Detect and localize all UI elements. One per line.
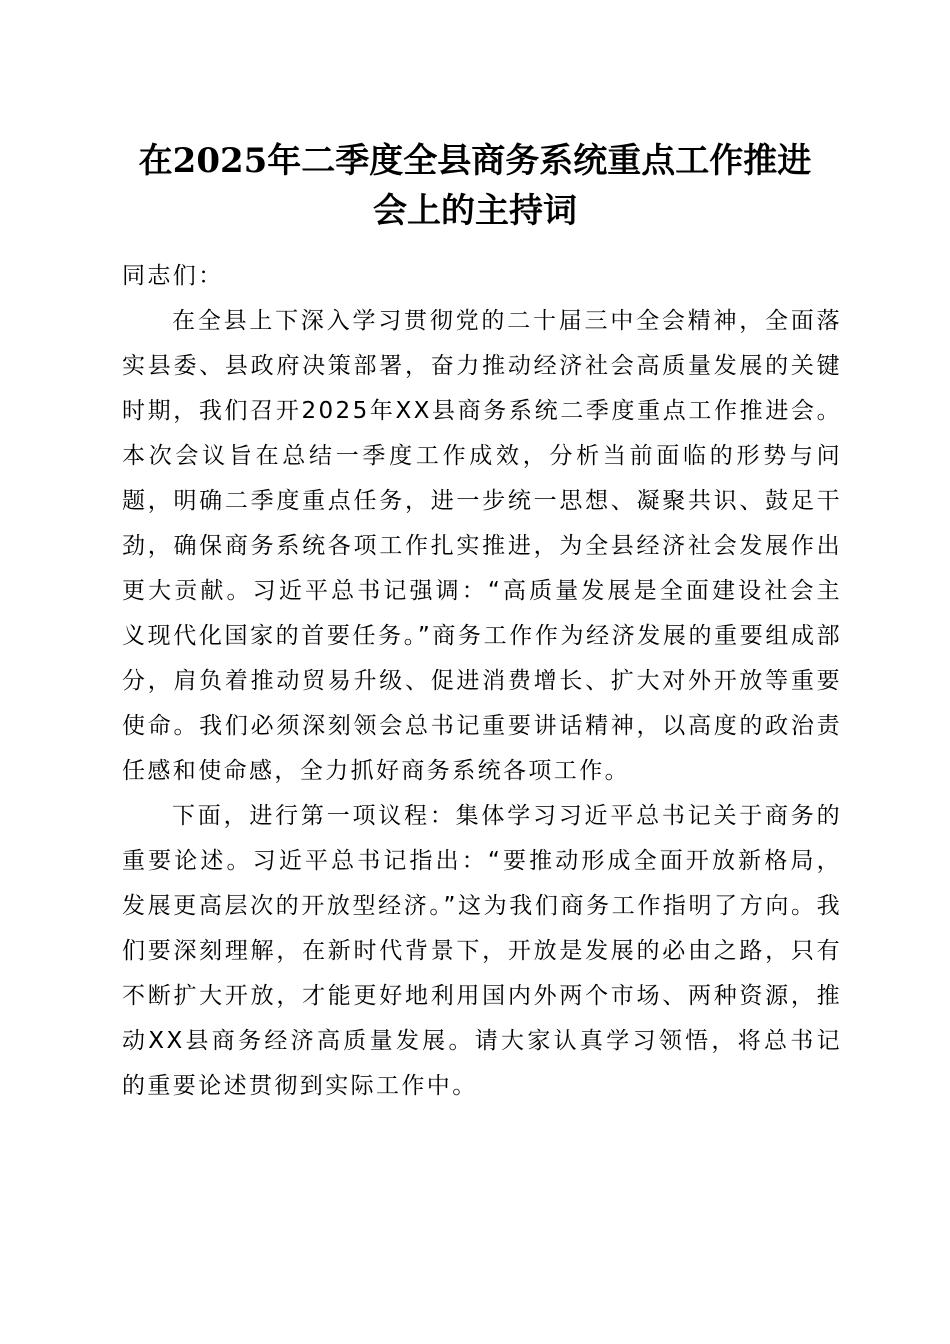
paragraph-opening: 在全县上下深入学习贯彻党的二十届三中全会精神，全面落实县委、县政府决策部署，奋力推动经济社会高质量发展的关键时期，我们召开2025年XX县商务系统二季度重点工作推进会。本次会议旨在总结一季度工作成效，分析当前面临的形势与问题，明确二季度重点任务，进一步统一思想、凝聚共识、鼓足干劲，确保商务系统各项工作扎实推进，为全县经济社会发展作出更大贡献。习近平总书记强调：“高质量发展是全面建设社会主义现代化国家的首要任务。”商务工作作为经济发展的重要组成部分，肩负着推动贸易升级、促进消费增长、扩大对外开放等重要使命。我们必须深刻领会总书记重要讲话精神，以高度的政治责任感和使命感，全力抓好商务系统各项工作。	[122, 308, 842, 784]
title-line-2: 会上的主持词	[373, 191, 577, 231]
paragraph-agenda-one: 下面，进行第一项议程：集体学习习近平总书记关于商务的重要论述。习近平总书记指出：“要推动形成全面开放新格局，发展更高层次的开放型经济。”这为我们商务工作指明了方向。我们要深刻理解，在新时代背景下，开放是发展的必由之路，只有不断扩大开放，才能更好地利用国内外两个市场、两种资源，推动XX县商务经济高质量发展。请大家认真学习领悟，将总书记的重要论述贯彻到实际工作中。	[122, 803, 842, 1099]
salutation: 同志们：	[122, 263, 224, 289]
document-title	[100, 136, 850, 236]
title-line-1: 在2025年二季度全县商务系统重点工作推进	[138, 141, 812, 181]
document-body	[122, 254, 842, 1109]
